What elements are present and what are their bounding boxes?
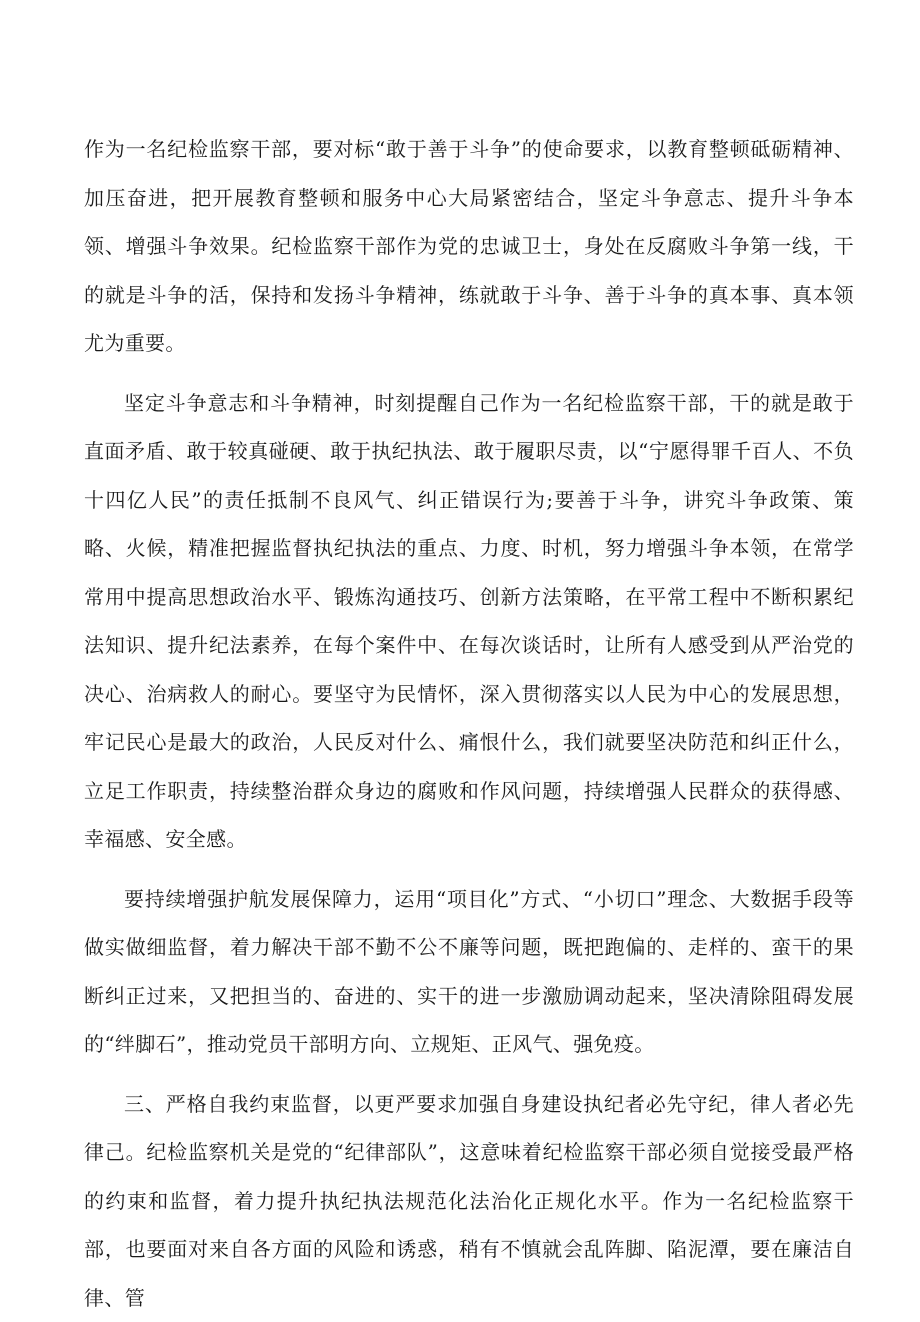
paragraph-1: 作为一名纪检监察干部，要对标“敢于善于斗争”的使命要求，以教育整顿砥砺精神、加压奋进，把开展教育整顿和服务中心大局紧密结合，坚定斗争意志、提升斗争本领、增强斗争效果。纪检监察干部作为党的忠诚卫士，身处在反腐败斗争第一线，干的就是斗争的活，保持和发扬斗争精神，练就敢于斗争、善于斗争的真本事、真本领尤为重要。	[84, 125, 854, 368]
paragraph-4: 三、严格自我约束监督，以更严要求加强自身建设执纪者必先守纪，律人者必先律己。纪检监察机关是党的“纪律部队”，这意味着纪检监察干部必须自觉接受最严格的约束和监督，着力提升执纪执法规范化法治化正规化水平。作为一名纪检监察干部，也要面对来自各方面的风险和诱惑，稍有不慎就会乱阵脚、陷泥潭，要在廉洁自律、管	[84, 1080, 854, 1322]
paragraph-2: 坚定斗争意志和斗争精神，时刻提醒自己作为一名纪检监察干部，干的就是敢于直面矛盾、敢于较真碰硬、敢于执纪执法、敢于履职尽责，以“宁愿得罪千百人、不负十四亿人民”的责任抵制不良风气、纠正错误行为;要善于斗争，讲究斗争政策、策略、火候，精准把握监督执纪执法的重点、力度、时机，努力增强斗争本领，在常学常用中提高思想政治水平、锻炼沟通技巧、创新方法策略，在平常工程中不断积累纪法知识、提升纪法素养，在每个案件中、在每次谈话时，让所有人感受到从严治党的决心、治病救人的耐心。要坚守为民情怀，深入贯彻落实以人民为中心的发展思想，牢记民心是最大的政治，人民反对什么、痛恨什么，我们就要坚决防范和纠正什么，立足工作职责，持续整治群众身边的腐败和作风问题，持续增强人民群众的获得感、幸福感、安全感。	[84, 379, 854, 864]
document-body	[84, 125, 854, 1322]
paragraph-3: 要持续增强护航发展保障力，运用“项目化”方式、“小切口”理念、大数据手段等做实做细监督，着力解决干部不勤不公不廉等问题，既把跑偏的、走样的、蛮干的果断纠正过来，又把担当的、奋进的、实干的进一步激励调动起来，坚决清除阻碍发展的“绊脚石”，推动党员干部明方向、立规矩、正风气、强免疫。	[84, 875, 854, 1069]
